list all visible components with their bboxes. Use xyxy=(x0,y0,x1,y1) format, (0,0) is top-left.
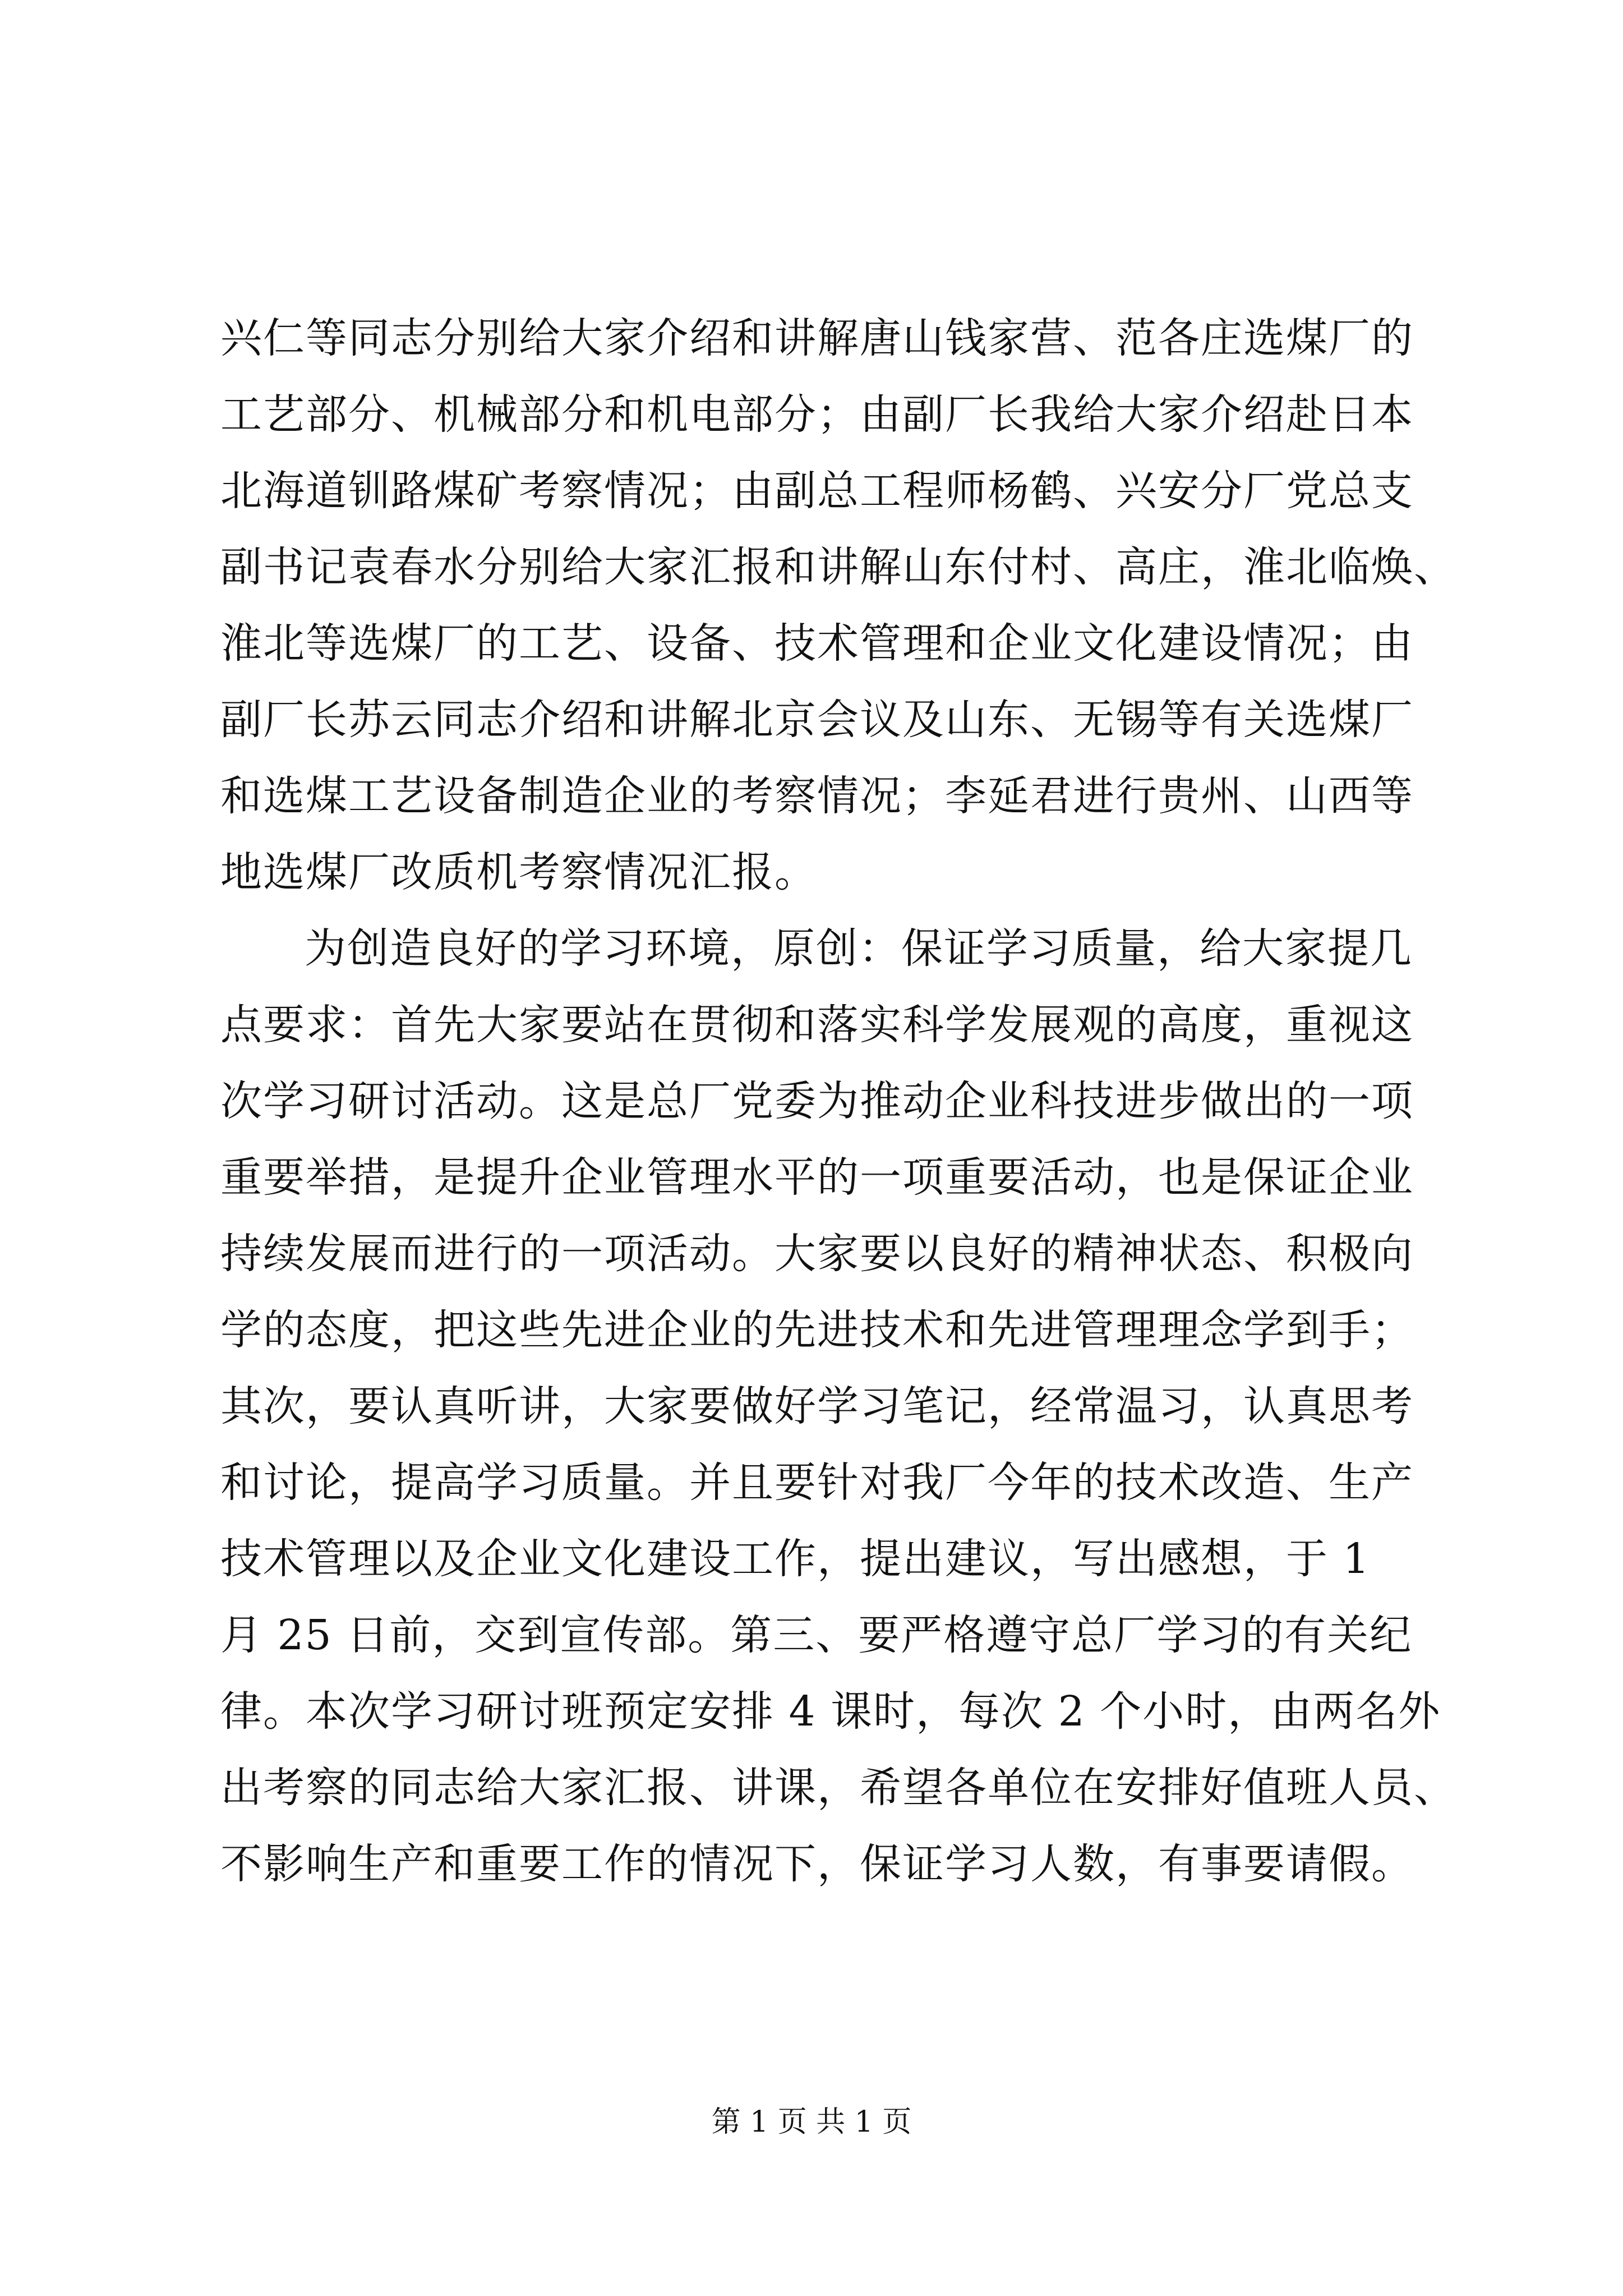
text-line: 出考察的同志给大家汇报、讲课，希望各单位在安排好值班人员、 xyxy=(220,1764,1456,1812)
text-line: 学的态度，把这些先进企业的先进技术和先进管理理念学到手； xyxy=(220,1306,1414,1354)
text-line: 北海道钏路煤矿考察情况；由副总工程师杨鹤、兴安分厂党总支 xyxy=(220,467,1414,515)
text-line: 点要求：首先大家要站在贯彻和落实科学发展观的高度，重视这 xyxy=(220,1001,1414,1049)
text-line: 淮北等选煤厂的工艺、设备、技术管理和企业文化建设情况；由 xyxy=(220,619,1414,668)
text-line: 次学习研讨活动。这是总厂党委为推动企业科技进步做出的一项 xyxy=(220,1077,1414,1125)
paragraph-1 xyxy=(220,300,1456,910)
text-line: 律。本次学习研讨班预定安排 4 课时，每次 2 个小时，由两名外 xyxy=(220,1687,1441,1736)
text-line: 持续发展而进行的一项活动。大家要以良好的精神状态、积极向 xyxy=(220,1230,1414,1278)
text-line: 地选煤厂改质机考察情况汇报。 xyxy=(220,848,817,896)
text-line: 和讨论，提高学习质量。并且要针对我厂今年的技术改造、生产 xyxy=(220,1458,1414,1507)
text-line: 为创造良好的学习环境，原创：保证学习质量，给大家提几 xyxy=(305,924,1413,973)
text-line: 不影响生产和重要工作的情况下，保证学习人数，有事要请假。 xyxy=(220,1840,1414,1888)
text-line: 其次，要认真听讲，大家要做好学习笔记，经常温习，认真思考 xyxy=(220,1382,1414,1430)
body-text xyxy=(220,300,1456,1902)
text-line: 副书记袁春水分别给大家汇报和讲解山东付村、高庄，淮北临焕、 xyxy=(220,543,1456,591)
text-line: 技术管理以及企业文化建设工作，提出建议，写出感想，于 1 xyxy=(220,1535,1371,1583)
paragraph-2 xyxy=(220,910,1456,1902)
text-line: 兴仁等同志分别给大家介绍和讲解唐山钱家营、范各庄选煤厂的 xyxy=(220,314,1414,362)
text-line: 和选煤工艺设备制造企业的考察情况；李延君进行贵州、山西等 xyxy=(220,772,1414,820)
text-line: 重要举措，是提升企业管理水平的一项重要活动，也是保证企业 xyxy=(220,1153,1414,1202)
page-footer: 第 1 页 共 1 页 xyxy=(711,2105,912,2139)
text-line: 工艺部分、机械部分和机电部分；由副厂长我给大家介绍赴日本 xyxy=(220,390,1414,439)
text-line: 月 25 日前，交到宣传部。第三、要严格遵守总厂学习的有关纪 xyxy=(220,1611,1413,1659)
text-line: 副厂长苏云同志介绍和讲解北京会议及山东、无锡等有关选煤厂 xyxy=(220,696,1414,744)
